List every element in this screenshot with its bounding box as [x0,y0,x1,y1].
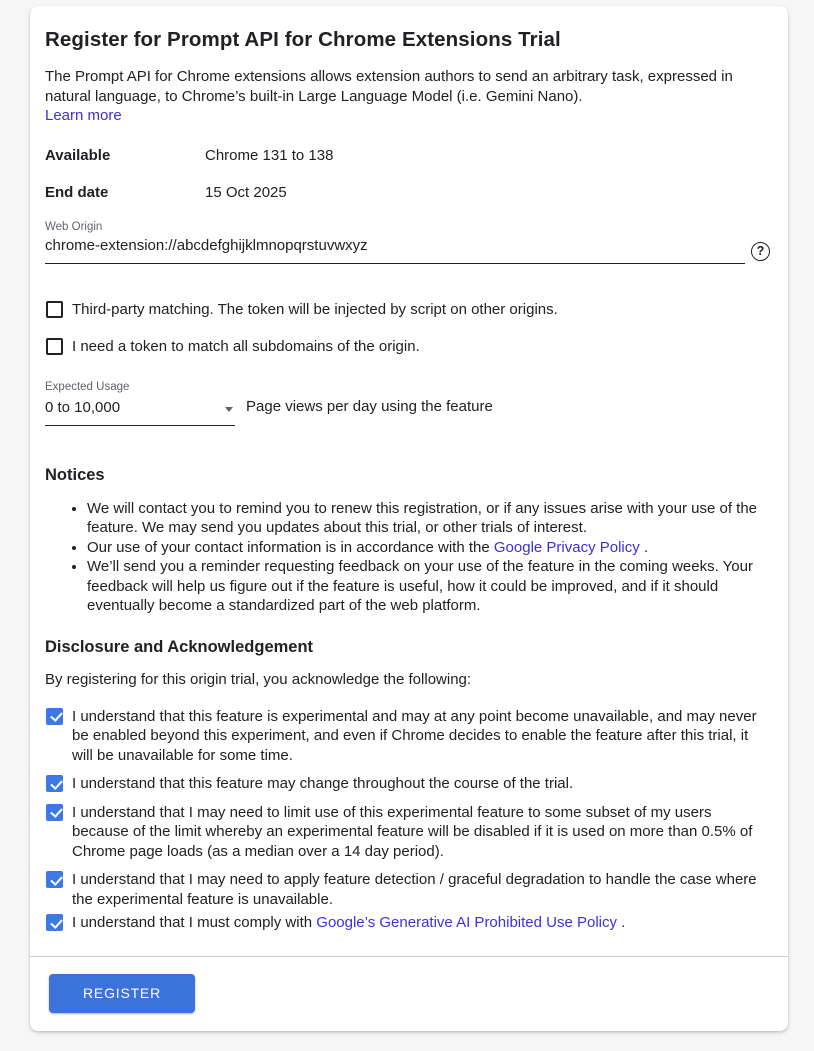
caret-down-icon [225,407,233,412]
trial-description: The Prompt API for Chrome extensions allows extension authors to send an arbitrary task, expressed in natural language, to Chrome’s built-in Large Language Model (i.e. Gemini Nano). [45,68,733,105]
page-title: Register for Prompt API for Chrome Extensions Trial [45,28,561,51]
card-footer [30,956,788,1031]
end-date-value: 15 Oct 2025 [205,183,287,201]
disclosure-intro: By registering for this origin trial, you acknowledge the following: [45,670,472,688]
web-origin-label: Web Origin [45,220,103,233]
ack-feature-detection-row[interactable]: I understand that I may need to apply feature detection / graceful degradation to handle the case where the experimental feature is unavailable. [45,870,760,909]
web-origin-input-row [45,237,770,264]
notices-list [45,499,760,616]
ack-experimental-row[interactable]: I understand that this feature is experimental and may at any point become unavailable, and may never be enabled beyond this experiment, and even if Chrome decides to enable the feature after this trial, it will be unavailable for some time. [45,707,760,766]
notice-item: • We’ll send you a reminder requesting feedback on your use of the feature in the coming weeks. Your feedback will help us figure out if the feature is useful, how it could be improved, and if it should eventually become a standardized part of the web platform. [87,557,760,616]
notices-heading: Notices [45,465,105,484]
disclosure-heading: Disclosure and Acknowledgement [45,637,314,656]
ack-feature-change-row[interactable]: I understand that this feature may change throughout the course of the trial. [45,774,760,794]
web-origin-input[interactable] [45,237,745,264]
end-date-label: End date [45,183,109,201]
expected-usage-suffix: Page views per day using the feature [246,397,493,415]
third-party-matching-row[interactable] [45,300,760,320]
ack-feature-change-checkbox[interactable] [46,775,63,792]
subdomain-matching-label: I need a token to match all subdomains of the origin. [72,338,420,355]
ack-feature-detection-checkbox[interactable] [46,871,63,888]
token-options [45,300,760,357]
expected-usage-select[interactable] [45,397,235,426]
prohibited-use-policy-link[interactable]: Google’s Generative AI Prohibited Use Policy [316,914,617,931]
help-icon[interactable]: ? [751,242,770,261]
google-privacy-policy-link[interactable]: Google Privacy Policy [493,538,640,556]
learn-more-link[interactable]: Learn more [45,107,122,124]
available-label: Available [45,146,111,164]
ack-policy-row[interactable]: I understand that I must comply with Google’s Generative AI Prohibited Use Policy . [45,913,760,933]
subdomain-matching-row[interactable] [45,337,760,357]
expected-usage-row [45,397,760,426]
available-row [45,147,760,164]
notice-item: • We will contact you to remind you to renew this registration, or if any issues arise with your use of the feature. We may send you updates about this trial, or other trials of interest. [87,499,760,538]
ack-policy-checkbox[interactable] [46,914,63,931]
expected-usage-value: 0 to 10,000 [45,398,121,416]
trial-details [45,147,760,201]
available-value: Chrome 131 to 138 [205,146,334,164]
expected-usage-field [45,381,760,426]
third-party-matching-checkbox[interactable] [46,301,63,318]
ack-usage-limit-checkbox[interactable] [46,804,63,821]
register-button[interactable]: REGISTER [49,974,195,1013]
notice-item: • Our use of your contact information is in accordance with the Google Privacy Policy . [87,538,760,558]
ack-experimental-checkbox[interactable] [46,708,63,725]
end-date-row [45,184,760,201]
third-party-matching-label: Third-party matching. The token will be injected by script on other origins. [72,300,558,318]
web-origin-field [45,220,765,264]
subdomain-matching-checkbox[interactable] [46,338,63,355]
expected-usage-label: Expected Usage [45,380,130,393]
registration-card [30,6,788,1031]
ack-usage-limit-row[interactable]: I understand that I may need to limit use of this experimental feature to some subset of my users because of the limit whereby an experimental feature will be disabled if it is used on more than 0.5% of Chrome page loads (as a median over a 14 day period). [45,803,760,862]
registration-form [30,6,788,956]
